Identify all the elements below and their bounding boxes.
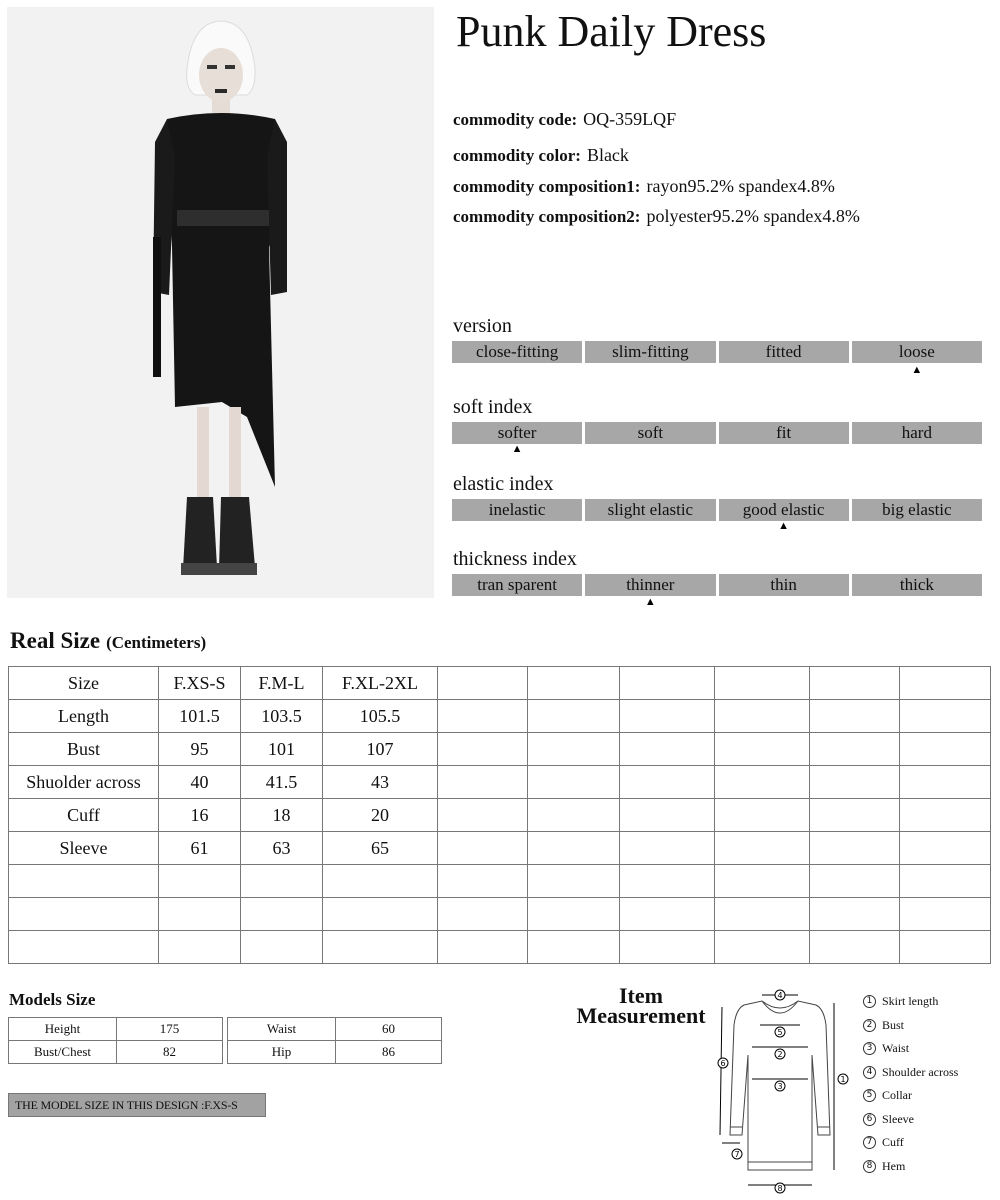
- svg-text:7: 7: [734, 1150, 740, 1159]
- empty-cell: [528, 667, 620, 700]
- table-cell: 86: [336, 1041, 442, 1064]
- thickness-index-scale: [452, 574, 982, 596]
- soft-index-option: hard: [852, 422, 982, 444]
- empty-row: [9, 898, 991, 931]
- elastic-index-option: big elastic: [852, 499, 982, 521]
- table-cell: 175: [117, 1018, 223, 1041]
- table-cell: Shuolder across: [9, 766, 159, 799]
- number-circle-icon: 8: [863, 1160, 876, 1173]
- table-row: [9, 700, 991, 733]
- number-circle-icon: 7: [863, 1136, 876, 1149]
- table-cell: 95: [159, 733, 241, 766]
- empty-cell: [528, 733, 620, 766]
- real-size-table: [8, 666, 991, 964]
- spec-value: polyester95.2% spandex4.8%: [646, 206, 860, 226]
- header-cell: F.M-L: [241, 667, 323, 700]
- elastic-index-label: elastic index: [453, 473, 554, 495]
- thickness-index-option: thick: [852, 574, 982, 596]
- legend-item: [863, 1061, 958, 1085]
- legend-item: [863, 990, 958, 1014]
- spec-value: rayon95.2% spandex4.8%: [646, 176, 835, 196]
- model-illustration: [7, 7, 434, 598]
- thickness-index-option: thinner: [585, 574, 715, 596]
- version-option: close-fitting: [452, 341, 582, 363]
- table-cell: 101: [241, 733, 323, 766]
- legend-item: [863, 1084, 958, 1108]
- empty-cell: [900, 931, 991, 964]
- number-circle-icon: 6: [863, 1113, 876, 1126]
- version-option: slim-fitting: [585, 341, 715, 363]
- empty-cell: [715, 898, 810, 931]
- legend-label: Skirt length: [882, 994, 939, 1009]
- number-circle-icon: 5: [863, 1089, 876, 1102]
- models-size-table-left: [8, 1017, 223, 1064]
- table-cell: Hip: [228, 1041, 336, 1064]
- table-cell: Bust: [9, 733, 159, 766]
- table-cell: Waist: [228, 1018, 336, 1041]
- legend-label: Waist: [882, 1041, 910, 1056]
- table-cell: 63: [241, 832, 323, 865]
- empty-cell: [810, 799, 900, 832]
- real-size-unit: (Centimeters): [106, 633, 207, 652]
- empty-cell: [715, 865, 810, 898]
- empty-cell: [715, 931, 810, 964]
- legend-label: Bust: [882, 1017, 905, 1032]
- empty-cell: [900, 865, 991, 898]
- table-row: [9, 733, 991, 766]
- empty-cell: [810, 766, 900, 799]
- empty-cell: [323, 898, 438, 931]
- table-row: [9, 832, 991, 865]
- table-cell: 18: [241, 799, 323, 832]
- table-cell: 41.5: [241, 766, 323, 799]
- table-cell: 103.5: [241, 700, 323, 733]
- empty-cell: [900, 832, 991, 865]
- elastic-index-option: inelastic: [452, 499, 582, 521]
- table-cell: 40: [159, 766, 241, 799]
- real-size-title: [10, 628, 206, 654]
- table-cell: 107: [323, 733, 438, 766]
- elastic-index-option: good elastic: [719, 499, 849, 521]
- empty-cell: [620, 865, 715, 898]
- legend-label: Sleeve: [882, 1111, 914, 1126]
- legend-label: Cuff: [882, 1135, 904, 1150]
- table-cell: 16: [159, 799, 241, 832]
- empty-cell: [715, 733, 810, 766]
- empty-cell: [620, 898, 715, 931]
- svg-text:8: 8: [777, 1184, 783, 1193]
- legend-label: Collar: [882, 1088, 912, 1103]
- empty-cell: [620, 931, 715, 964]
- svg-text:3: 3: [777, 1082, 783, 1091]
- legend-label: Shoulder across: [882, 1064, 959, 1079]
- empty-cell: [528, 799, 620, 832]
- soft-index-option: softer: [452, 422, 582, 444]
- measurement-legend: [863, 990, 958, 1178]
- version-marker-icon: ▲: [911, 364, 923, 376]
- empty-cell: [438, 766, 528, 799]
- svg-text:6: 6: [720, 1059, 726, 1068]
- empty-cell: [241, 865, 323, 898]
- table-cell: Height: [9, 1018, 117, 1041]
- table-cell: Length: [9, 700, 159, 733]
- soft-index-marker-icon: ▲: [511, 443, 523, 455]
- elastic-index-option: slight elastic: [585, 499, 715, 521]
- empty-cell: [528, 898, 620, 931]
- header-cell: F.XS-S: [159, 667, 241, 700]
- spec-composition-2: [453, 206, 860, 227]
- table-cell: Cuff: [9, 799, 159, 832]
- spec-commodity-color: [453, 145, 629, 166]
- table-cell: 101.5: [159, 700, 241, 733]
- real-size-heading: Real Size: [10, 628, 101, 653]
- empty-cell: [900, 700, 991, 733]
- empty-row: [9, 865, 991, 898]
- spec-key: commodity color:: [453, 146, 581, 165]
- empty-cell: [438, 865, 528, 898]
- soft-index-scale: [452, 422, 982, 444]
- empty-cell: [900, 898, 991, 931]
- empty-cell: [810, 832, 900, 865]
- legend-item: [863, 1155, 958, 1179]
- table-cell: 105.5: [323, 700, 438, 733]
- table-cell: 82: [117, 1041, 223, 1064]
- empty-cell: [810, 700, 900, 733]
- version-option: fitted: [719, 341, 849, 363]
- svg-text:4: 4: [777, 991, 783, 1000]
- empty-cell: [438, 931, 528, 964]
- thickness-index-marker-icon: ▲: [644, 596, 656, 608]
- thickness-index-option: thin: [719, 574, 849, 596]
- number-circle-icon: 1: [863, 995, 876, 1008]
- spec-value: Black: [586, 145, 629, 165]
- empty-cell: [323, 865, 438, 898]
- dress-measurement-diagram: [712, 985, 854, 1195]
- soft-index-option: fit: [719, 422, 849, 444]
- empty-cell: [810, 931, 900, 964]
- empty-cell: [438, 667, 528, 700]
- empty-cell: [159, 898, 241, 931]
- product-photo: [7, 7, 434, 598]
- elastic-index-marker-icon: ▲: [778, 520, 790, 532]
- number-circle-icon: 3: [863, 1042, 876, 1055]
- thickness-index-option: tran sparent: [452, 574, 582, 596]
- empty-cell: [438, 733, 528, 766]
- legend-item: [863, 1037, 958, 1061]
- soft-index-option: soft: [585, 422, 715, 444]
- empty-cell: [715, 667, 810, 700]
- empty-cell: [528, 832, 620, 865]
- models-size-title: Models Size: [9, 990, 96, 1009]
- empty-cell: [620, 766, 715, 799]
- empty-cell: [715, 700, 810, 733]
- version-option: loose: [852, 341, 982, 363]
- table-row: [9, 799, 991, 832]
- spec-composition-1: [453, 176, 835, 197]
- spec-key: commodity composition1:: [453, 177, 641, 196]
- model-size-note: THE MODEL SIZE IN THIS DESIGN :F.XS-S: [8, 1093, 266, 1117]
- product-title: Punk Daily Dress: [456, 7, 767, 56]
- version-scale: [452, 341, 982, 363]
- empty-cell: [620, 733, 715, 766]
- table-cell: Bust/Chest: [9, 1041, 117, 1064]
- table-row: [228, 1018, 442, 1041]
- item-measurement-title-line1: Item: [619, 983, 663, 1008]
- table-cell: 60: [336, 1018, 442, 1041]
- table-row: [9, 1018, 223, 1041]
- legend-item: [863, 1108, 958, 1132]
- table-row: [228, 1041, 442, 1064]
- empty-cell: [528, 931, 620, 964]
- empty-cell: [438, 898, 528, 931]
- number-circle-icon: 2: [863, 1019, 876, 1032]
- empty-cell: [715, 832, 810, 865]
- legend-label: Hem: [882, 1158, 906, 1173]
- empty-cell: [810, 733, 900, 766]
- empty-cell: [528, 865, 620, 898]
- empty-row: [9, 931, 991, 964]
- table-cell: 61: [159, 832, 241, 865]
- soft-index-label: soft index: [453, 396, 533, 418]
- empty-cell: [810, 667, 900, 700]
- svg-text:2: 2: [777, 1050, 783, 1059]
- empty-cell: [438, 832, 528, 865]
- empty-cell: [715, 799, 810, 832]
- thickness-index-label: thickness index: [453, 548, 577, 570]
- empty-cell: [9, 898, 159, 931]
- item-measurement-title: [560, 983, 722, 1028]
- empty-cell: [620, 799, 715, 832]
- number-circle-icon: 4: [863, 1066, 876, 1079]
- empty-cell: [159, 865, 241, 898]
- empty-cell: [900, 766, 991, 799]
- table-cell: 43: [323, 766, 438, 799]
- models-size-table-right: [227, 1017, 442, 1064]
- spec-commodity-code: [453, 109, 676, 130]
- elastic-index-scale: [452, 499, 982, 521]
- table-cell: Sleeve: [9, 832, 159, 865]
- header-cell: Size: [9, 667, 159, 700]
- empty-cell: [620, 667, 715, 700]
- empty-cell: [528, 766, 620, 799]
- table-header-row: [9, 667, 991, 700]
- empty-cell: [438, 799, 528, 832]
- empty-cell: [528, 700, 620, 733]
- spec-value: OQ-359LQF: [583, 109, 677, 129]
- header-cell: F.XL-2XL: [323, 667, 438, 700]
- empty-cell: [438, 700, 528, 733]
- empty-cell: [159, 931, 241, 964]
- empty-cell: [323, 931, 438, 964]
- item-measurement-title-line2: Measurement: [576, 1003, 706, 1028]
- svg-text:1: 1: [840, 1075, 846, 1084]
- empty-cell: [241, 898, 323, 931]
- empty-cell: [9, 865, 159, 898]
- legend-item: [863, 1014, 958, 1038]
- empty-cell: [810, 898, 900, 931]
- table-row: [9, 766, 991, 799]
- svg-text:5: 5: [777, 1028, 783, 1037]
- empty-cell: [241, 931, 323, 964]
- empty-cell: [620, 700, 715, 733]
- empty-cell: [900, 667, 991, 700]
- table-row: [9, 1041, 223, 1064]
- empty-cell: [900, 799, 991, 832]
- spec-key: commodity code:: [453, 110, 578, 129]
- empty-cell: [900, 733, 991, 766]
- legend-item: [863, 1131, 958, 1155]
- empty-cell: [715, 766, 810, 799]
- empty-cell: [810, 865, 900, 898]
- spec-key: commodity composition2:: [453, 207, 641, 226]
- table-cell: 20: [323, 799, 438, 832]
- version-label: version: [453, 315, 512, 337]
- table-cell: 65: [323, 832, 438, 865]
- empty-cell: [620, 832, 715, 865]
- empty-cell: [9, 931, 159, 964]
